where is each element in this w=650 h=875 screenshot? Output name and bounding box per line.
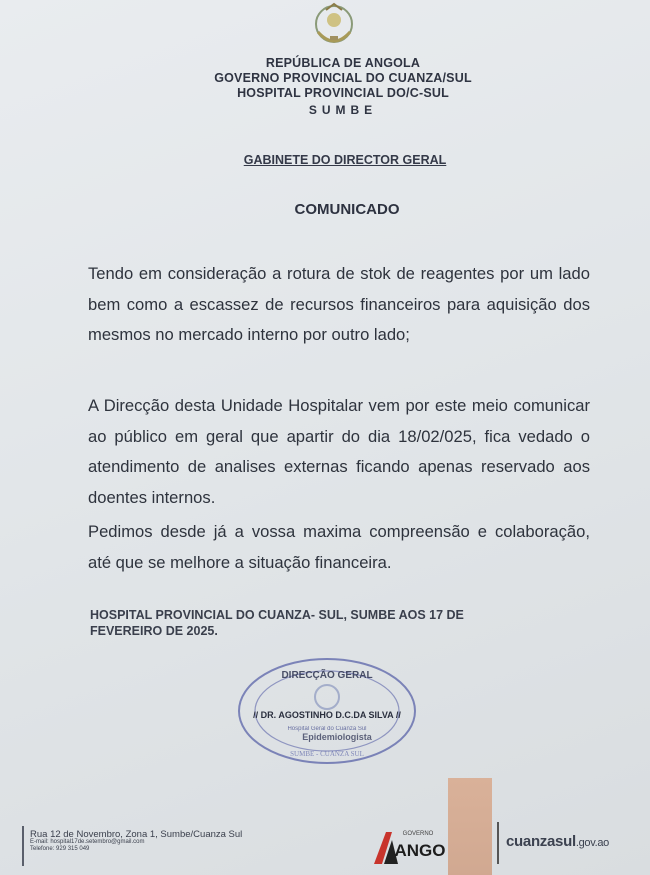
stamp-inner-text: Hospital Geral do Cuanza Sul bbox=[287, 726, 367, 732]
footer-address: Rua 12 de Novembro, Zona 1, Sumbe/Cuanza Sul bbox=[30, 829, 243, 840]
logo-small-text: GOVERNO bbox=[402, 831, 434, 837]
website-link[interactable] bbox=[506, 833, 609, 850]
header-republic: REPÚBLICA DE ANGOLA bbox=[265, 56, 421, 70]
header-hospital: HOSPITAL PROVINCIAL DO/C-SUL bbox=[237, 86, 449, 100]
stamp-title: Epidemiologista bbox=[302, 732, 372, 742]
footer-contact bbox=[30, 830, 242, 853]
tape-strip bbox=[448, 778, 492, 875]
footer-phone: Telefone: 929 315 049 bbox=[30, 846, 90, 852]
official-stamp bbox=[232, 652, 422, 770]
document-title: COMUNICADO bbox=[294, 201, 400, 218]
header-government: GOVERNO PROVINCIAL DO CUANZA/SUL bbox=[214, 71, 472, 85]
website-suffix: .gov.ao bbox=[575, 837, 609, 849]
governo-angola-logo bbox=[372, 826, 452, 866]
website-main: cuanzasul bbox=[506, 833, 576, 850]
logo-main-text: ANGO bbox=[394, 841, 446, 860]
signoff-text: HOSPITAL PROVINCIAL DO CUANZA- SUL, SUMBE AOS 17 DE FEVEREIRO DE 2025. bbox=[90, 608, 464, 638]
footer-email: E-mail: hospital17de.setembro@gmail.com bbox=[30, 839, 145, 845]
paragraph-3: Pedimos desde já a vossa maxima compreensão e colaboração, até que se melhore a situação financeira. bbox=[88, 522, 590, 572]
paragraph-2: A Direcção desta Unidade Hospitalar vem por este meio comunicar ao público em geral que apartir do dia 18/02/025, fica vedado o atendimento de analises externas ficando apenas reservado aos doentes internos. bbox=[88, 396, 590, 507]
stamp-bottom-text: SUMBE - CUANZA SUL bbox=[290, 750, 364, 758]
footer-divider-2 bbox=[497, 822, 499, 864]
footer-divider bbox=[22, 826, 24, 866]
stamp-name: // DR. AGOSTINHO D.C.DA SILVA // bbox=[253, 710, 401, 720]
angola-emblem-icon bbox=[308, 2, 360, 50]
stamp-top-text: DIRECÇÃO GERAL bbox=[281, 670, 373, 681]
office-heading: GABINETE DO DIRECTOR GERAL bbox=[243, 153, 447, 167]
header-city: SUMBE bbox=[308, 103, 378, 117]
paragraph-1: Tendo em consideração a rotura de stok de reagentes por um lado bem como a escassez de recursos financeiros para aquisição dos mesmos no mercado interno por outro lado; bbox=[88, 264, 590, 344]
